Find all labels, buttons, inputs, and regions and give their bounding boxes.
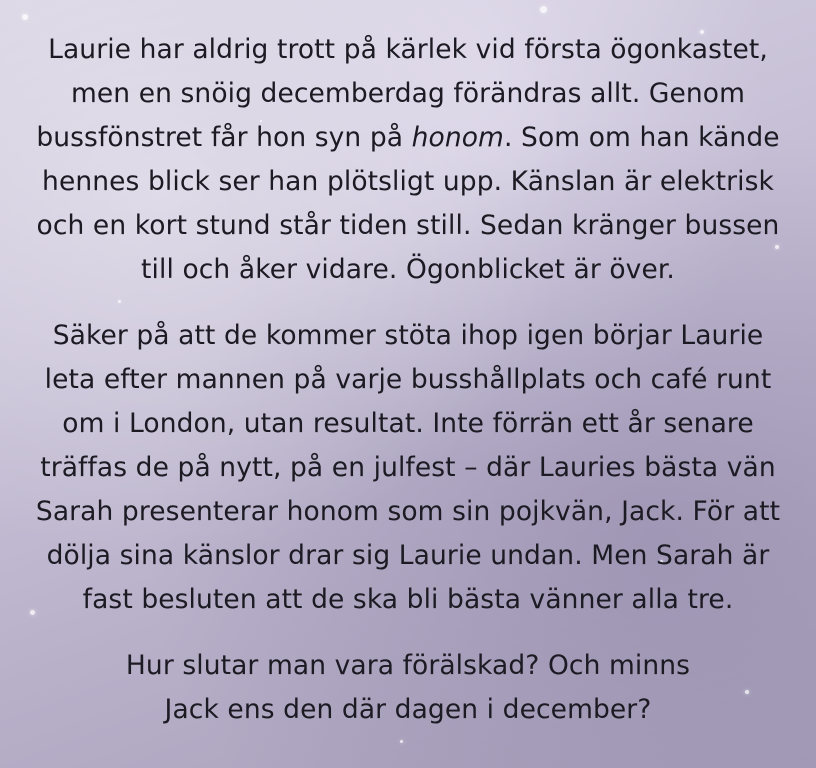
text-segment: bussfönstret får hon syn på [36,122,412,153]
paragraph-2 [14,314,802,622]
text-line: hennes blick ser han plötsligt upp. Känslan är elektrisk [42,166,774,197]
text-line: Laurie har aldrig trott på kärlek vid första ögonkastet, [48,34,768,65]
text-line [14,116,802,160]
text-line: fast besluten att de ska bli bästa vänner alla tre. [82,584,734,615]
text-line: och en kort stund står tiden still. Sedan kränger bussen [36,210,780,241]
text-line: leta efter mannen på varje busshållplats och café runt [44,364,772,395]
text-line: Säker på att de kommer stöta ihop igen börjar Laurie [52,320,764,351]
text-line: Hur slutar man vara förälskad? Och minns [125,650,691,681]
text-line: träffas de på nytt, på en julfest – där Lauries bästa vän [40,452,776,483]
text-line: Jack ens den där dagen i december? [164,694,652,725]
emphasized-word: honom [411,122,504,153]
text-line: till och åker vidare. Ögonblicket är över. [141,254,675,285]
text-line: om i London, utan resultat. Inte förrän ett år senare [62,408,754,439]
text-line: Sarah presenterar honom som sin pojkvän, Jack. För att [35,496,781,527]
paragraph-1 [14,28,802,292]
paragraph-3 [14,644,802,732]
text-line: dölja sina känslor drar sig Laurie undan. Men Sarah är [46,540,770,571]
text-line: men en snöig decemberdag förändras allt. Genom [70,78,746,109]
text-segment: . Som om han kände [503,122,780,153]
